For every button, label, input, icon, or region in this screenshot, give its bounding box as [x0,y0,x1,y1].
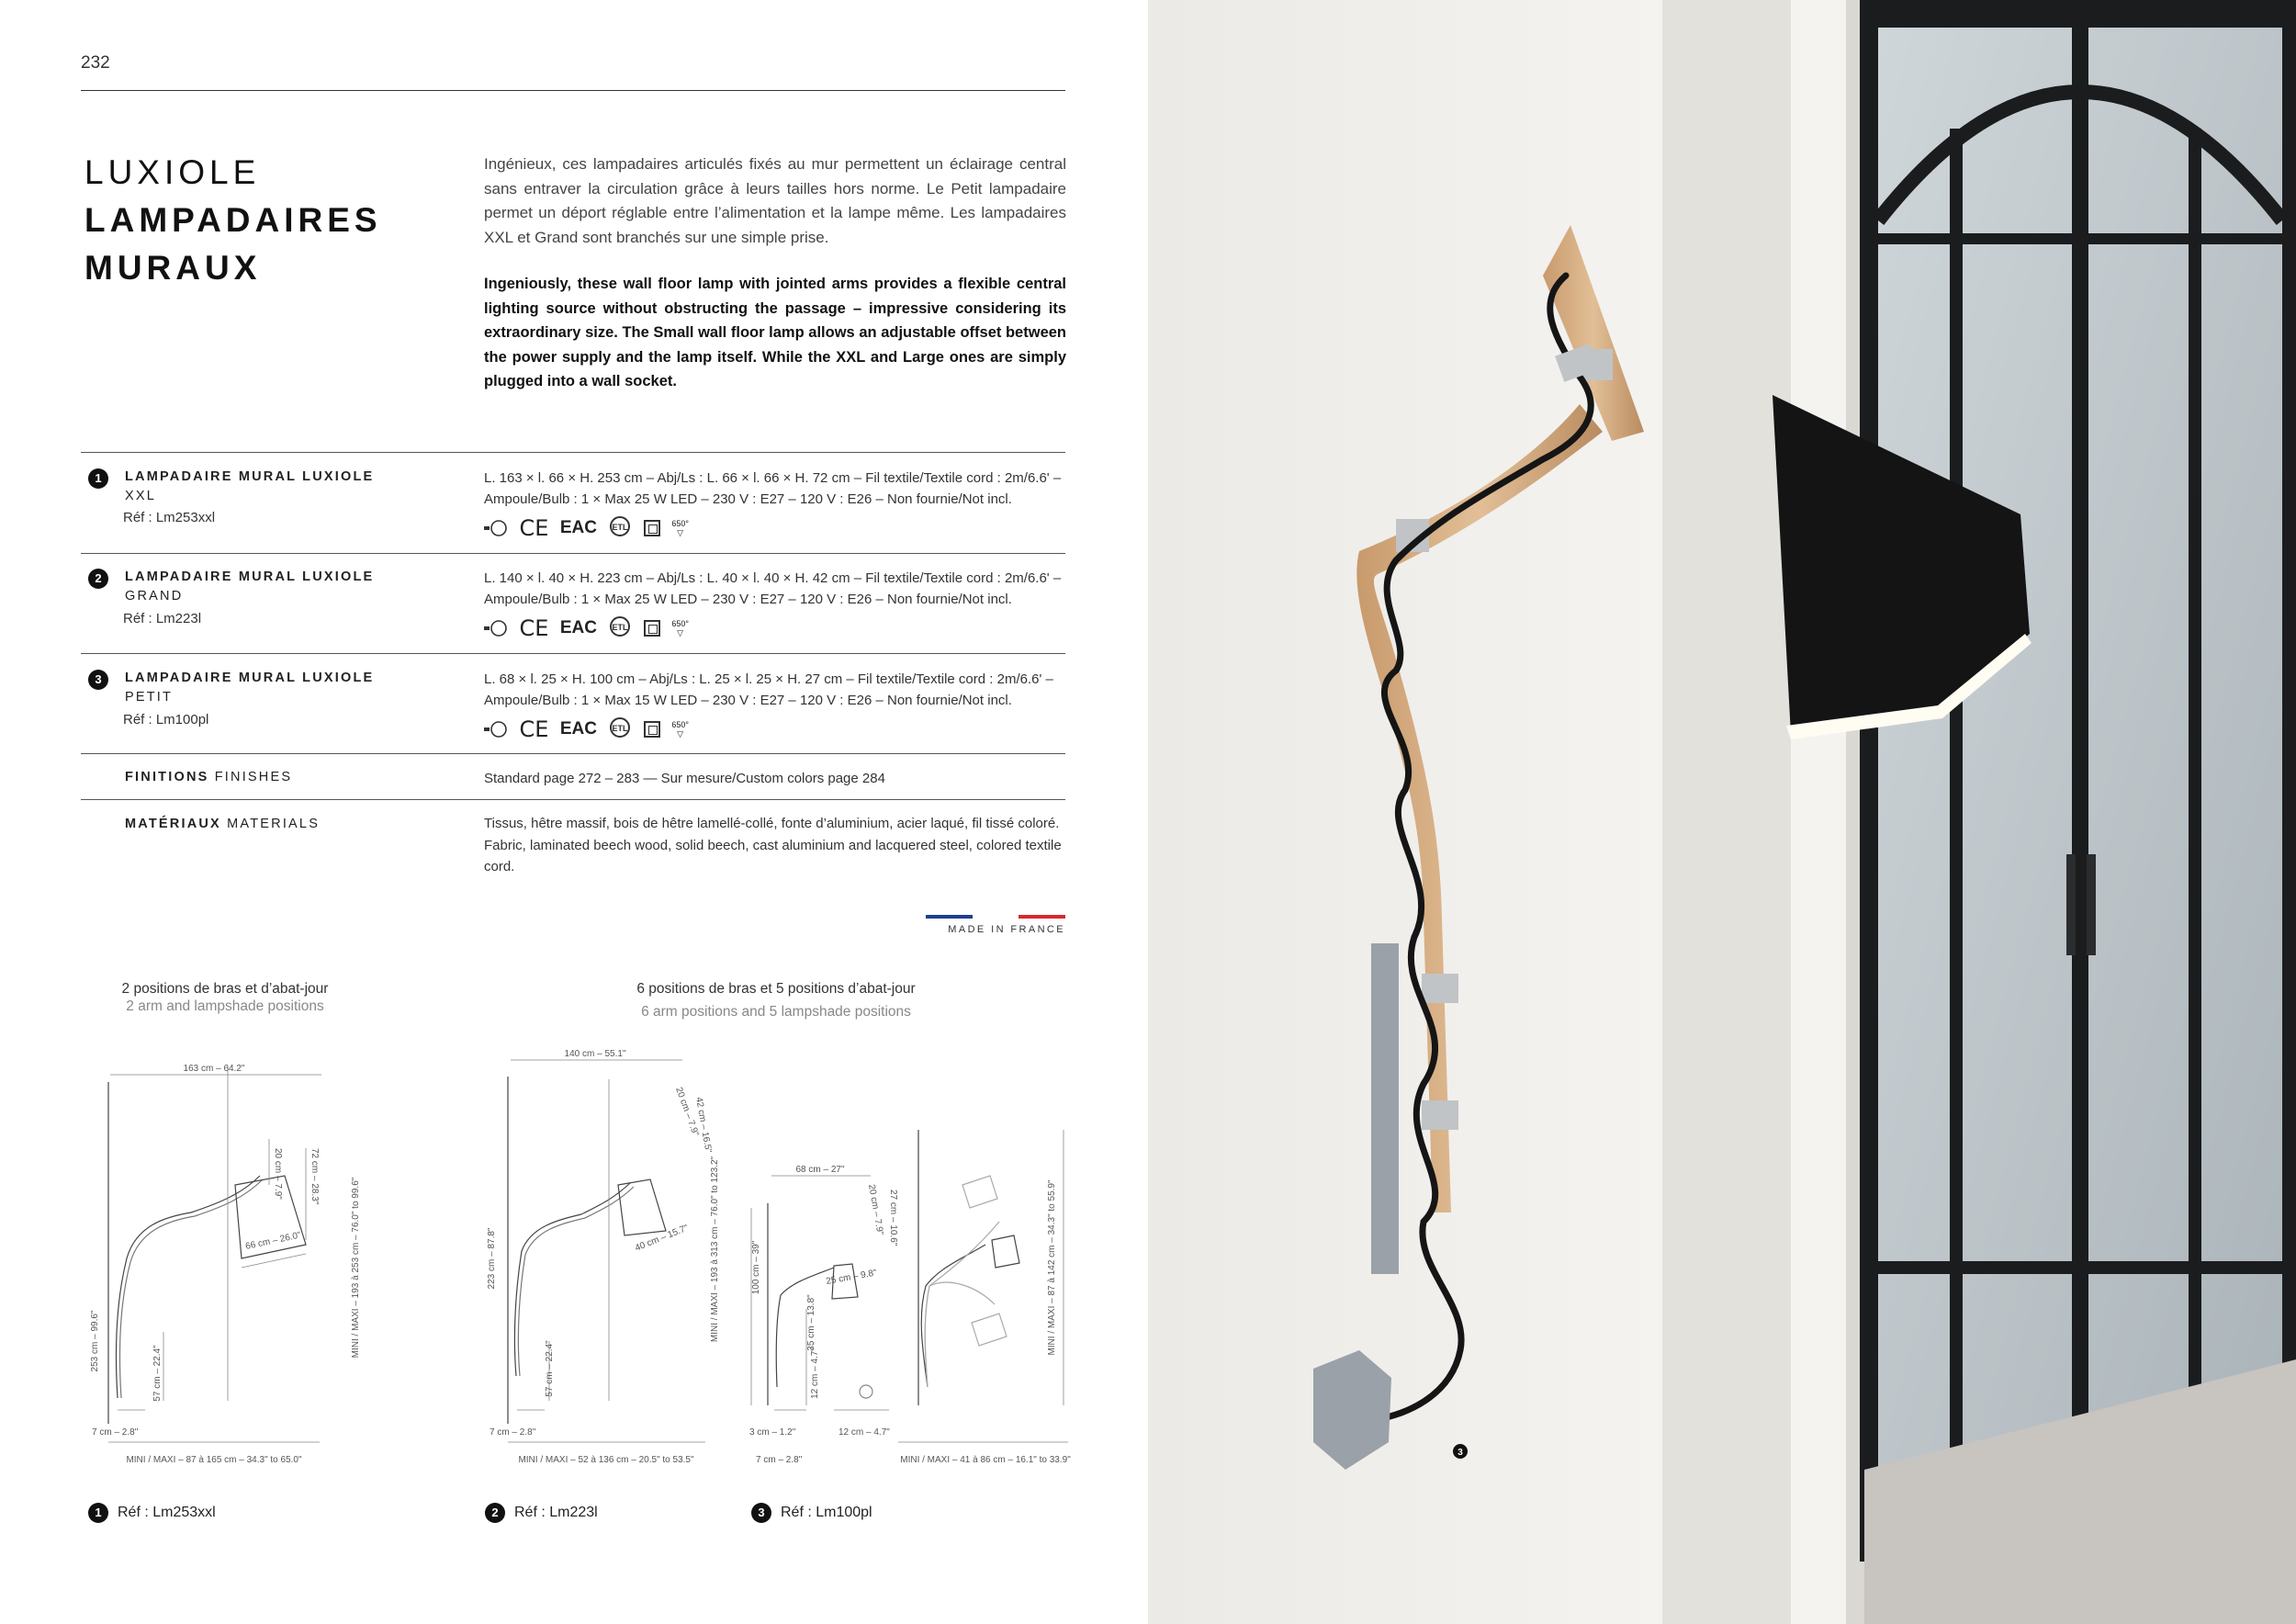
diagram-heading-1 [83,980,367,1015]
diagram-heading-fr: 6 positions de bras et 5 positions d’abat-jour [636,981,916,997]
dim-label: 20 cm – 7.9" [866,1183,885,1236]
diagram-ref-label: Réf : Lm253xxl [118,1505,216,1521]
lamp-arm-alt [925,1222,999,1387]
product-name [125,468,374,506]
etl-mark-icon [608,717,632,742]
dim-label: MINI / MAXI – 41 à 86 cm – 16.1" to 33.9" [900,1455,1071,1465]
dim-label: 7 cm – 2.8" [756,1455,803,1465]
dim-label: 25 cm – 9.8" [825,1268,878,1287]
svg-text:ETL: ETL [612,622,628,632]
wall-mount-plate [1371,943,1399,1274]
lampshade-alt [972,1314,1007,1346]
wall-edge [1791,0,1846,1624]
dim-label: 140 cm – 55.1" [564,1049,626,1059]
product-ref: Réf : Lm100pl [123,712,209,727]
diagram-heading-en: 2 arm and lampshade positions [126,998,324,1014]
eac-mark-icon: EAC [559,719,597,739]
lampshade-alt [962,1176,997,1208]
made-in-france-text: MADE IN FRANCE [948,924,1065,935]
dim-label: MINI / MAXI – 52 à 136 cm – 20.5" to 53.5" [518,1455,694,1465]
materials-label [125,817,320,831]
finishes-label-fr: FINITIONS [125,770,209,784]
photo-callout-number: 3 [1458,1448,1463,1458]
dim-label: MINI / MAXI – 87 à 165 cm – 34.3" to 65.0" [126,1455,302,1465]
dim-label: 253 cm – 99.6" [90,1310,100,1372]
diagram-ref-1 [88,1503,216,1523]
lamp-arm-alt [925,1282,995,1387]
dim-label: 7 cm – 2.8" [490,1427,536,1438]
product-name [125,568,374,606]
diagram-ref-2 [485,1503,598,1523]
dim-label: 3 cm – 1.2" [749,1427,796,1438]
dim-label: 163 cm – 64.2" [183,1064,245,1074]
lamp-arm [116,1176,260,1398]
intro-english: Ingeniously, these wall floor lamp with jointed arms provides a flexible central lighting source without obstructing the passage – impressive considering its extraordinary size. The Small wall floor lamp allows an adjustable offset between the power supply and the lamp itself. While the XXL and Large ones are simply plugged into a wall socket. [484,276,1066,389]
diagram-ref-3 [751,1503,872,1523]
table-rule [81,653,1065,654]
title-line-2: LAMPADAIRES [84,201,382,239]
made-in-france-badge [926,915,1065,935]
eac-mark-icon: EAC [559,618,597,637]
product-name-label: LAMPADAIRE MURAL LUXIOLE [125,671,375,685]
dim-label: MINI / MAXI – 87 à 142 cm – 34.3" to 55.9" [1047,1179,1057,1356]
page-title [84,149,382,292]
lamp-arm [776,1268,834,1387]
finishes-label [125,770,292,784]
lamp-arm [921,1245,985,1387]
product-number-badge: 1 [88,468,108,489]
dim-label: 12 cm – 4.7" [838,1427,890,1438]
diagram-heading-fr: 2 positions de bras et d’abat-jour [121,981,329,997]
dim-label: 42 cm – 16.5" [693,1096,714,1154]
materials-label-en: MATERIALS [227,817,321,831]
joint-clamp [1422,1100,1458,1130]
finishes-text: Standard page 272 – 283 — Sur mesure/Custom colors page 284 [484,771,885,786]
certification-icons [484,716,723,740]
product-ref: Réf : Lm223l [123,611,202,626]
etl-mark-icon [608,616,632,641]
etl-mark-icon [608,516,632,541]
finishes-label-en: FINISHES [214,770,293,784]
certification-icons [484,515,723,539]
svg-text:ETL: ETL [612,723,628,733]
joint-clamp [1422,974,1458,1003]
product-name-label: LAMPADAIRE MURAL LUXIOLE [125,570,375,584]
product-size: XXL [125,489,157,503]
product-ref: Réf : Lm253xxl [123,510,216,525]
product-number-badge: 2 [485,1503,505,1523]
plug-icon [484,620,508,637]
dim-label: 7 cm – 2.8" [92,1427,139,1438]
wall-plate-icon [860,1385,872,1398]
dim-label: 100 cm – 39" [751,1240,761,1295]
dim-label: 57 cm – 22.4" [545,1340,555,1397]
dim-label: 72 cm – 28.3" [310,1148,320,1205]
dim-label: 20 cm – 7.9" [273,1148,283,1200]
technical-drawings [81,1038,1073,1479]
dim-label: 12 cm – 4.7" [810,1348,820,1399]
product-size: GRAND [125,589,184,603]
window [1860,0,2296,1562]
product-spec: L. 68 × l. 25 × H. 100 cm – Abj/Ls : L. 25 × l. 25 × H. 27 cm – Fil textile/Textile cord : 2m/6.6' – Ampoule/Bulb : 1 × Max 15 W LED – 230 V : E27 – 120 V : E26 – Non fournie/Not incl. [484,671,1053,708]
class-ii-icon [644,620,660,637]
ce-mark-icon: CE [519,515,549,541]
diagram-heading-2 [588,980,964,1021]
table-rule [81,553,1065,554]
materials-text: Tissus, hêtre massif, bois de hêtre lamellé-collé, fonte d’aluminium, acier laqué, fil tissé coloré. Fabric, laminated beech wood, solid beech, cast aluminium and lacquered steel, colored textile cord. [484,816,1062,874]
product-photo [1148,0,2296,1624]
materials-label-fr: MATÉRIAUX [125,817,221,831]
dim-label: 66 cm – 26.0" [244,1230,302,1252]
dim-label: 68 cm – 27" [795,1165,845,1175]
glow-wire-650-icon: 650° ▽ [671,519,689,538]
intro-french: Ingénieux, ces lampadaires articulés fixés au mur permettent un éclairage central sans entraver la circulation grâce à leurs tailles hors norme. Le Petit lampadaire permet un déport réglable entre l’alimentation et la lampe même. Les lampadaires XXL et Grand sont branchés sur une simple prise. [484,155,1066,246]
lamp-arm [514,1183,630,1376]
glow-wire-650-icon: 650° ▽ [671,720,689,739]
product-size: PETIT [125,690,174,705]
class-ii-icon [644,721,660,738]
product-name-label: LAMPADAIRE MURAL LUXIOLE [125,469,375,484]
dim-label: 20 cm – 7.9" [673,1086,701,1138]
product-number-badge: 3 [88,670,108,690]
dim-label: MINI / MAXI – 193 à 253 cm – 76.0" to 99.6" [351,1177,361,1359]
dim-label: 35 cm – 13.8" [806,1294,816,1351]
dim-label: 57 cm – 22.4" [152,1345,163,1402]
lampshade [992,1235,1019,1268]
product-number-badge: 2 [88,569,108,589]
table-rule [81,799,1065,800]
product-number-badge: 1 [88,1503,108,1523]
class-ii-icon [644,520,660,536]
product-name [125,669,374,707]
svg-text:ETL: ETL [612,522,628,532]
table-rule [81,452,1065,453]
plug-icon [484,520,508,536]
product-spec: L. 140 × l. 40 × H. 223 cm – Abj/Ls : L. 40 × l. 40 × H. 42 cm – Fil textile/Textile cord : 2m/6.6' – Ampoule/Bulb : 1 × Max 25 W LED – 230 V : E27 – 120 V : E26 – Non fournie/Not incl. [484,570,1062,607]
product-spec: L. 163 × l. 66 × H. 253 cm – Abj/Ls : L. 66 × l. 66 × H. 72 cm – Fil textile/Textile cord : 2m/6.6' – Ampoule/Bulb : 1 × Max 25 W LED – 230 V : E27 – 120 V : E26 – Non fournie/Not incl. [484,470,1062,507]
plug-icon [484,721,508,738]
french-flag-icon [926,915,1065,919]
dim-label: MINI / MAXI – 193 à 313 cm – 76.0" to 123.2" [710,1156,720,1343]
ce-mark-icon: CE [519,615,549,641]
page-number: 232 [81,53,110,73]
dim-label: 27 cm – 10.6" [888,1190,898,1246]
glow-wire-650-icon: 650° ▽ [671,619,689,638]
title-line-1: LUXIOLE [84,153,261,191]
ce-mark-icon: CE [519,716,549,742]
product-number-badge: 3 [751,1503,771,1523]
table-rule [81,753,1065,754]
certification-icons [484,615,723,639]
diagram-heading-en: 6 arm positions and 5 lampshade positions [641,1004,911,1020]
dim-label: 223 cm – 87.8" [487,1227,497,1290]
dim-label: 40 cm – 15.7" [634,1223,691,1254]
wall-pilaster [1662,0,1809,1624]
title-line-3: MURAUX [84,249,262,287]
header-rule [81,90,1065,91]
diagram-ref-label: Réf : Lm100pl [781,1505,872,1521]
eac-mark-icon: EAC [559,518,597,537]
diagram-ref-label: Réf : Lm223l [514,1505,598,1521]
